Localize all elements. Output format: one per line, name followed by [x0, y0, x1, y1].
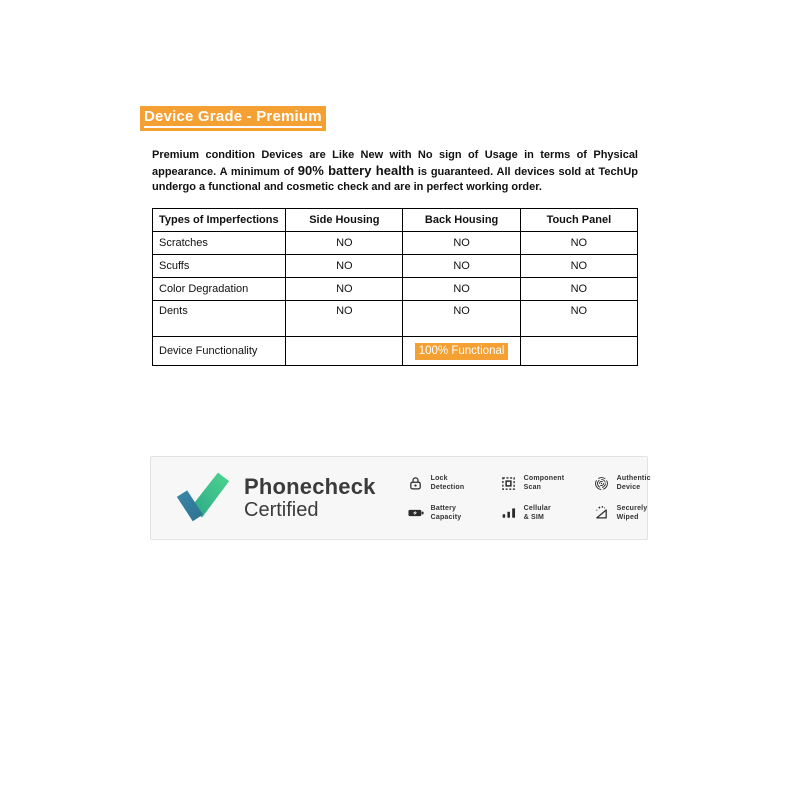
feature-component-scan: Component Scan — [501, 474, 581, 492]
component-scan-icon — [501, 475, 517, 491]
feature-battery-capacity: Battery Capacity — [408, 504, 488, 522]
feature-cellular-sim: Cellular & SIM — [501, 504, 581, 522]
description-line-3: undergo a functional and cosmetic check and are in perfect working order. — [152, 181, 542, 193]
feature-securely-wiped: Securely Wiped — [594, 504, 674, 522]
phonecheck-certified-badge — [150, 456, 651, 540]
description-line-1: Premium condition Devices are Like New with No sign of Usage in terms of Physical — [152, 149, 638, 161]
header-touch-panel: Touch Panel — [520, 209, 637, 232]
table-header-row — [153, 209, 638, 232]
header-back-housing: Back Housing — [403, 209, 520, 232]
feature-authentic-device: Authentic Device — [594, 474, 674, 492]
functional-status-highlight: 100% Functional — [415, 343, 509, 360]
wipe-icon — [594, 505, 610, 521]
table-row: Color Degradation NO NO NO — [153, 278, 638, 301]
description-line-2: appearance. A minimum of 90% battery health is guaranteed. All devices sold at TechUp — [152, 163, 639, 178]
battery-icon — [408, 505, 424, 521]
table-row: Scuffs NO NO NO — [153, 255, 638, 278]
table-row: Dents NO NO NO — [153, 301, 638, 337]
header-types: Types of Imperfections — [153, 209, 286, 232]
page-title-text: Device Grade - Premium — [144, 108, 322, 128]
header-side-housing: Side Housing — [286, 209, 403, 232]
cellular-bars-icon — [501, 505, 517, 521]
table-row: Device Functionality 100% Functional — [153, 337, 638, 366]
premium-description — [152, 148, 638, 195]
lock-icon — [408, 475, 424, 491]
brand-name: Phonecheck — [244, 474, 376, 500]
checkmark-logo-icon — [175, 468, 231, 529]
imperfections-table — [152, 208, 638, 366]
page-title — [140, 106, 326, 131]
certification-features — [408, 474, 674, 521]
phonecheck-logo — [175, 468, 376, 529]
fingerprint-icon — [594, 475, 610, 491]
feature-lock-detection: Lock Detection — [408, 474, 488, 492]
battery-health-emphasis: 90% battery health — [297, 163, 415, 178]
brand-subtitle: Certified — [244, 498, 319, 521]
brand-text — [244, 475, 376, 520]
table-row: Scratches NO NO NO — [153, 232, 638, 255]
